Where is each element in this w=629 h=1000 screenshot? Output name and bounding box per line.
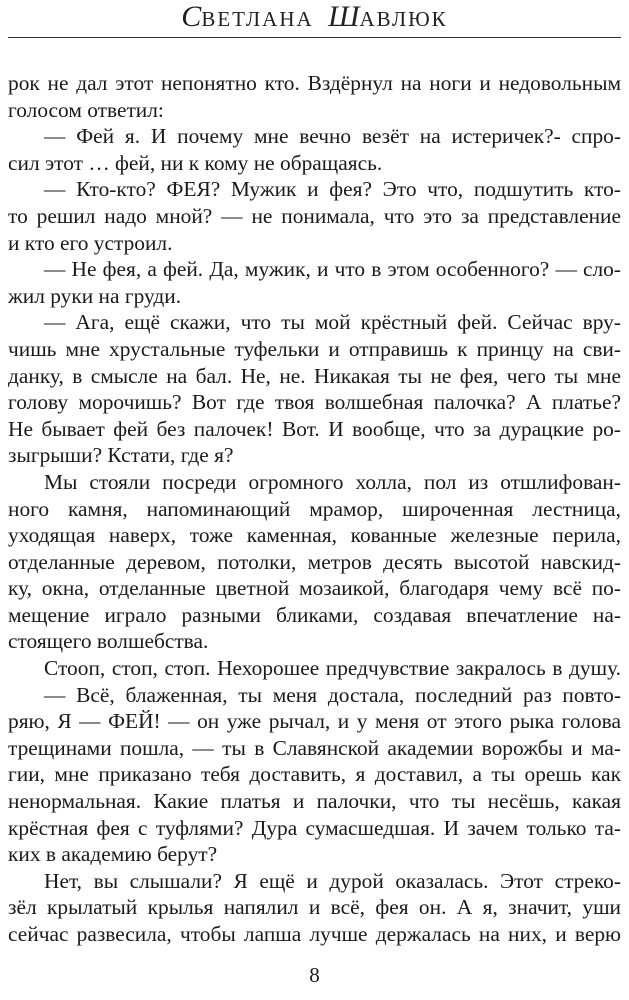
text-line: — Не фея, а фей. Да, мужик, и что в этом особенного? — сло-: [44, 257, 621, 282]
text-line: отделанные деревом, потолки, метров десять высотой навскид-: [8, 549, 621, 574]
text-line: сейчас развесила, чтобы лапша лучше держалась на них, и верю: [8, 922, 621, 946]
author-first-initial: С: [181, 0, 202, 33]
text-line: Нет, вы слышали? Я ещё и дурой оказалась. Этот стреко-: [44, 868, 621, 893]
author-first-name-rest: ВЕТЛАНА: [201, 7, 314, 31]
text-line: то решил надо мной? — не понимала, что это за представление: [8, 203, 621, 228]
text-line: голосом ответил:: [8, 97, 164, 122]
text-line: ку, окна, отделанные цветной мозаикой, благодаря чему всё по-: [8, 576, 621, 601]
header-rule: [8, 37, 621, 38]
body-text: [8, 70, 621, 948]
text-line: рок не дал этот непонятно кто. Вздёрнул на ноги и недовольным: [8, 71, 621, 95]
text-line: стоящего волшебства.: [8, 629, 209, 654]
text-line: жил руки на груди.: [8, 283, 182, 308]
text-line: Не бывает фей без палочек! Вот. И вообще, что за дурацкие ро-: [8, 416, 621, 441]
text-line: зыгрыши? Кстати, где я?: [8, 443, 234, 468]
text-line: чишь мне хрустальные туфельки и отправишь к принцу на сви-: [8, 336, 621, 361]
author-last-name-rest: АВЛЮК: [359, 7, 448, 31]
author-last-initial: Ш: [328, 0, 360, 33]
text-line: трещинами пошла, — ты в Славянской академии ворожбы и ма-: [8, 735, 621, 760]
page-number: 8: [309, 963, 320, 987]
text-line: — Фей я. И почему мне вечно везёт на истеричек?- спро-: [44, 124, 621, 149]
text-line: ного камня, напоминающий мрамор, широченная лестница,: [8, 496, 621, 521]
text-line: ряю, Я — ФЕЙ! — он уже рычал, и у меня от этого рыка голова: [8, 709, 621, 734]
text-line: голову морочишь? Вот где твоя волшебная палочка? А платье?: [8, 390, 621, 415]
text-line: Мы стояли посреди огромного холла, пол из отшлифован-: [44, 469, 621, 494]
text-line: Стооп, стоп, стоп. Нехорошее предчувствие закралось в душу.: [44, 656, 621, 681]
text-line: ненормальная. Какие платья и палочки, что ты несёшь, какая: [8, 789, 621, 814]
text-line: уходящая наверх, тоже каменная, кованные железные перила,: [8, 523, 621, 548]
text-line: ких в академию берут?: [8, 842, 218, 867]
text-line: — Всё, блаженная, ты меня достала, последний раз повто-: [44, 682, 621, 707]
text-line: данку, в смысле на бал. Не, не. Никакая ты не фея, чего ты мне: [8, 363, 621, 388]
text-line: зёл крылатый крылья напялил и всё, фея он. А я, значит, уши: [8, 895, 621, 920]
text-line: мещение играло разными бликами, создавая впечатление на-: [8, 602, 621, 627]
text-line: — Ага, ещё скажи, что ты мой крёстный фей. Сейчас вру-: [44, 310, 621, 335]
text-line: — Кто-кто? ФЕЯ? Мужик и фея? Это что, подшутить кто-: [44, 177, 621, 202]
running-header-author: [0, 2, 629, 34]
text-line: крёстная фея с туфлями? Дура сумасшедшая. И зачем только та-: [8, 815, 621, 840]
text-line: и кто его устроил.: [8, 230, 173, 255]
text-line: сил этот … фей, ни к кому не обращаясь.: [8, 150, 383, 175]
text-line: гии, мне приказано тебя доставить, я доставил, а ты орешь как: [8, 762, 621, 787]
